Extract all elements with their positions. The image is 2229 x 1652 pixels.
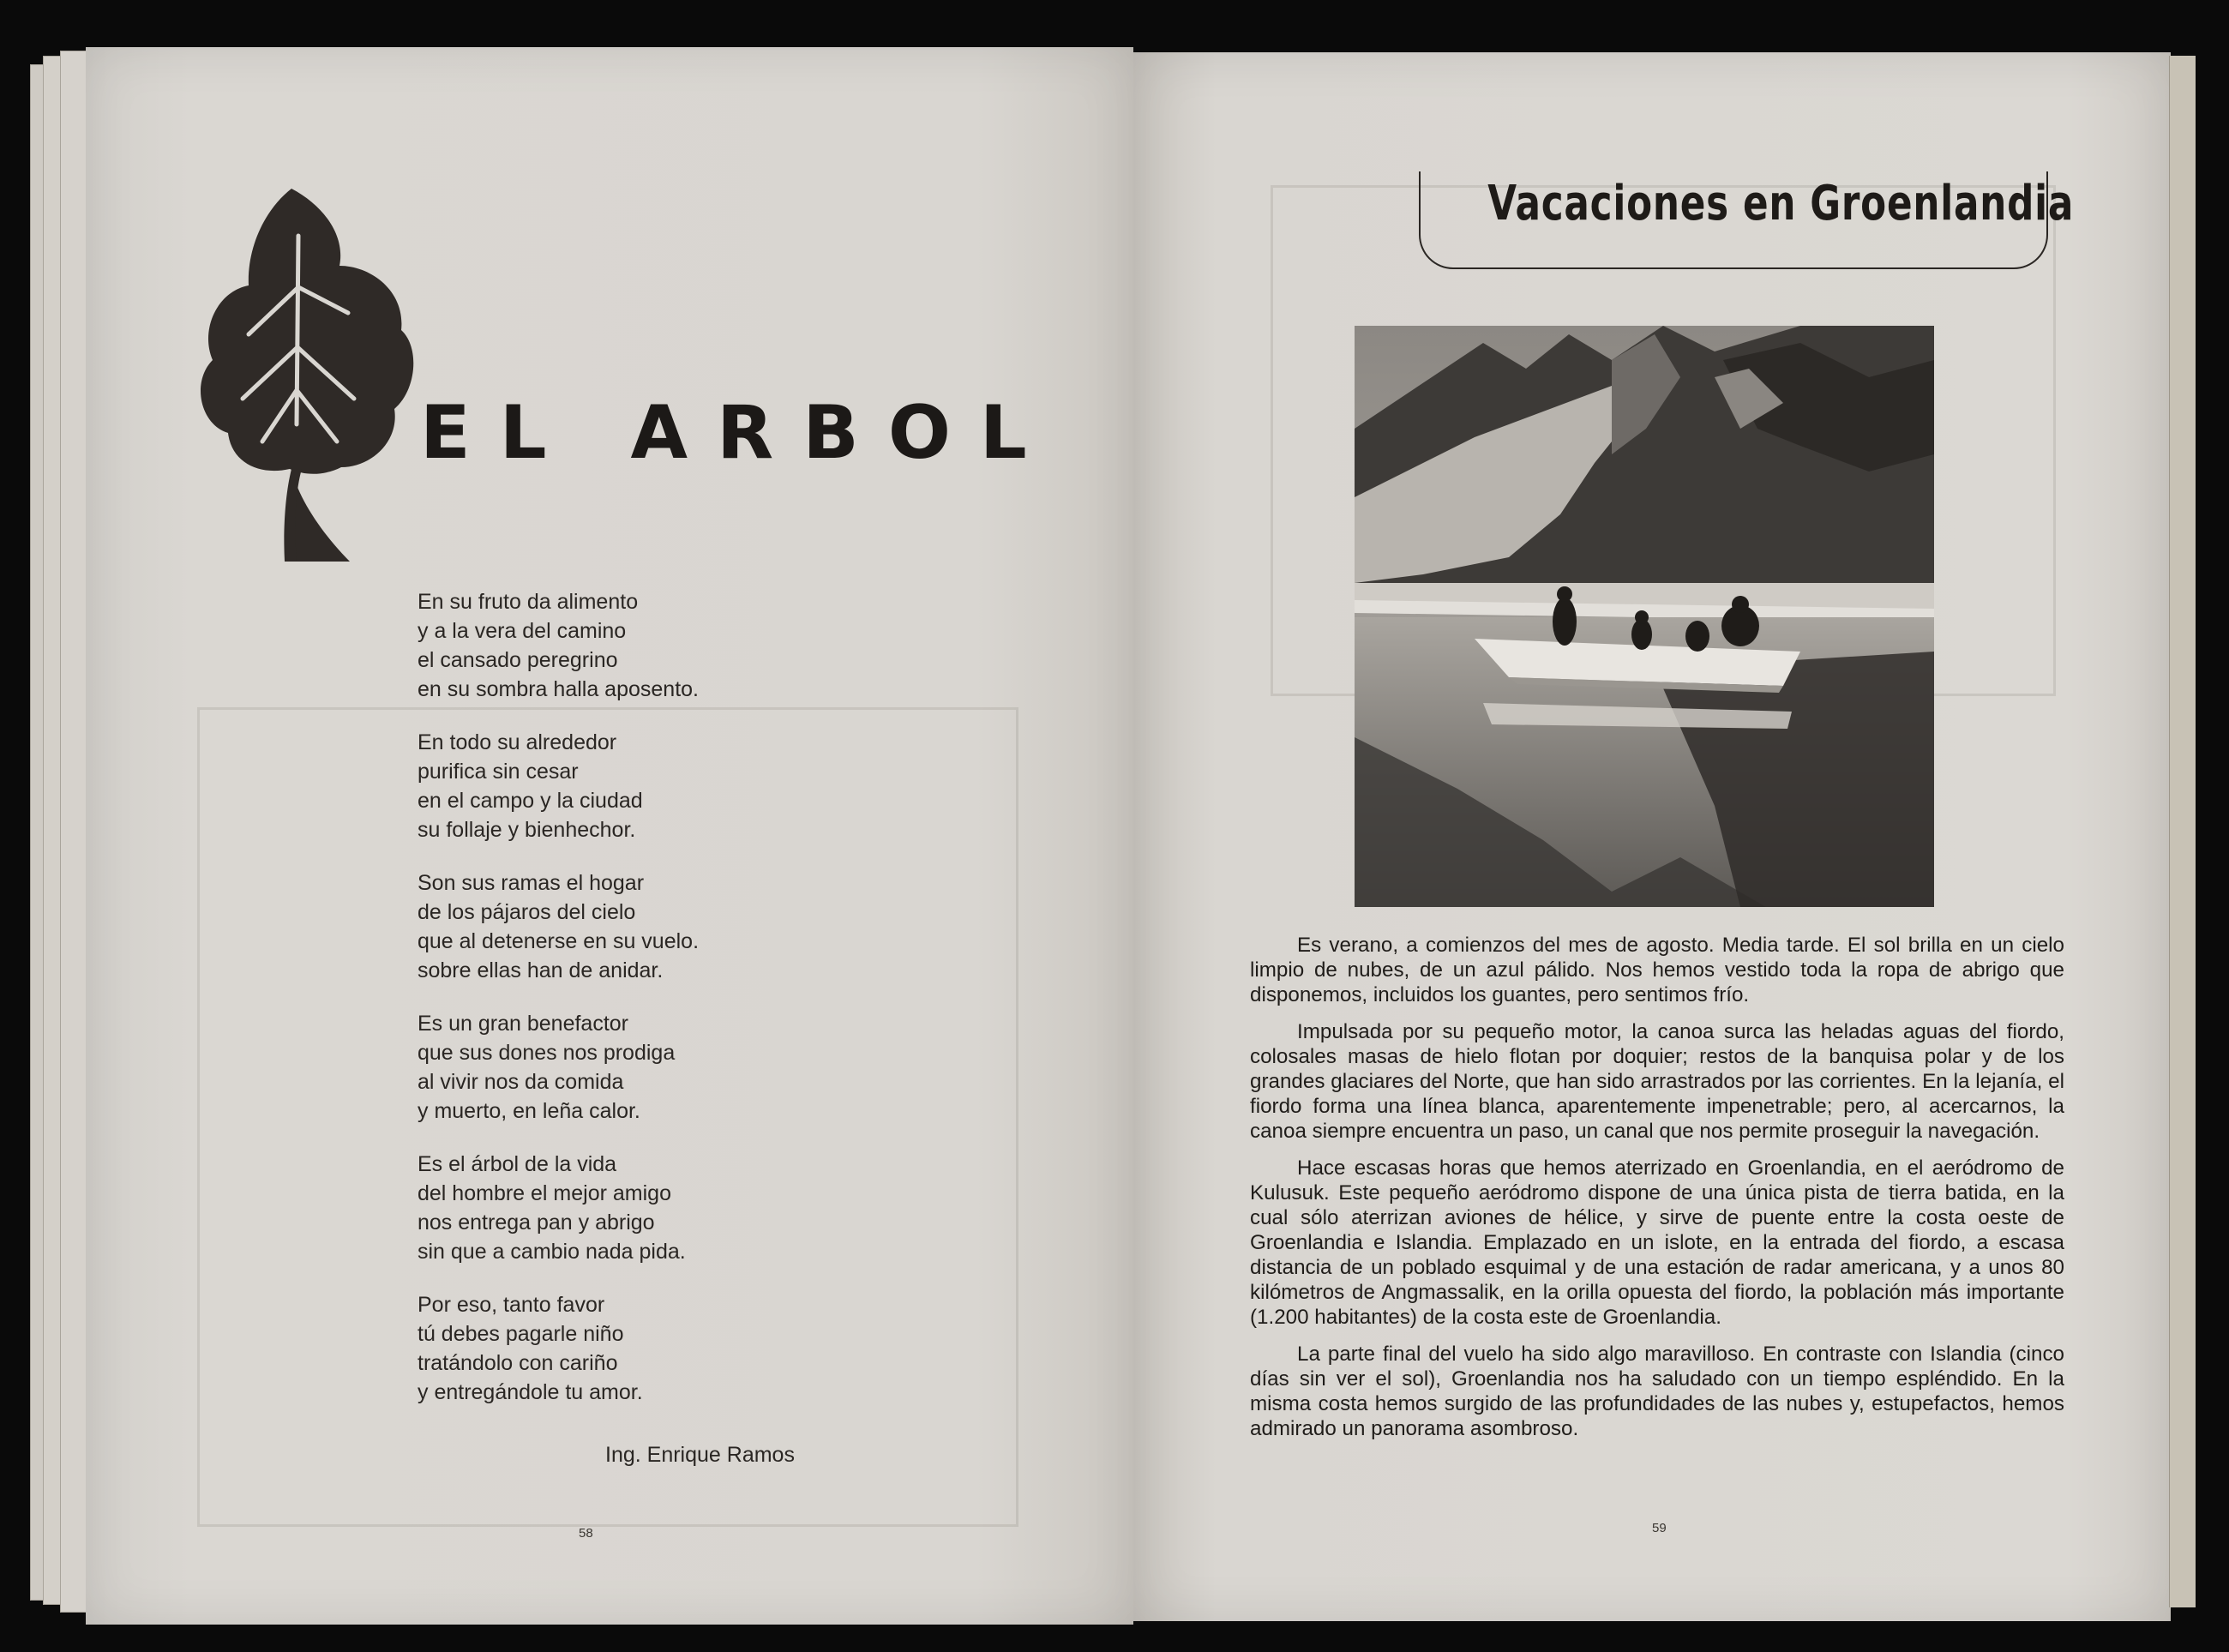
- poem-body: [418, 587, 863, 1431]
- stanza: [418, 1150, 863, 1266]
- article-paragraph: La parte final del vuelo ha sido algo maravilloso. En contraste con Islandia (cinco días sin ver el sol), Groenlandia nos ha saludado con un tiempo espléndido. En la misma costa hemos surgido de las profundidades de las nubes y, estupefactos, hemos admirado un panorama asombroso.: [1250, 1343, 2064, 1440]
- verse-line: Por eso, tanto favor: [418, 1293, 605, 1317]
- verse-line: Son sus ramas el hogar: [418, 871, 645, 895]
- verse-line: purifica sin cesar: [418, 760, 579, 784]
- verse-line: Es el árbol de la vida: [418, 1152, 617, 1176]
- page-edge-right: [2169, 56, 2196, 1607]
- verse-line: en el campo y la ciudad: [418, 789, 643, 813]
- article-paragraph: Es verano, a comienzos del mes de agosto. Media tarde. El sol brilla en un cielo limpio de nubes, de un azul pálido. Nos hemos vestido toda la ropa de abrigo que disponemos, incluidos los guantes, pero sentimos frío.: [1250, 934, 2064, 1006]
- verse-line: nos entrega pan y abrigo: [418, 1210, 655, 1234]
- verse-line: en su sombra halla aposento.: [418, 677, 699, 701]
- verse-line: y a la vera del camino: [418, 619, 627, 643]
- poem-author: Ing. Enrique Ramos: [605, 1443, 795, 1467]
- verse-line: tratándolo con cariño: [418, 1351, 618, 1375]
- stanza: [418, 868, 863, 985]
- verse-line: tú debes pagarle niño: [418, 1322, 624, 1346]
- verse-line: su follaje y bienhechor.: [418, 818, 636, 842]
- photo-illustration: [1355, 326, 1934, 907]
- verse-line: y entregándole tu amor.: [418, 1380, 643, 1404]
- stanza: [418, 1009, 863, 1126]
- verse-line: sobre ellas han de anidar.: [418, 958, 664, 982]
- verse-line: el cansado peregrino: [418, 648, 618, 672]
- verse-line: al vivir nos da comida: [418, 1070, 624, 1094]
- verse-line: sin que a cambio nada pida.: [418, 1240, 686, 1264]
- page-number-left: 58: [579, 1526, 593, 1541]
- stanza: [418, 587, 863, 704]
- poem-title: EL ARBOL: [420, 390, 1056, 476]
- verse-line: que sus dones nos prodiga: [418, 1041, 676, 1065]
- verse-line: que al detenerse en su vuelo.: [418, 929, 700, 953]
- verse-line: de los pájaros del cielo: [418, 900, 636, 924]
- article-paragraph: Hace escasas horas que hemos aterrizado en Groenlandia, en el aeródromo de Kulusuk. Este pequeño aeródromo dispone de una única pista de tierra batida, en la cual sólo aterrizan aviones de hélice, y sirve de puente entre la costa oeste de Groenlandia e Islandia. Emplazado en un islote, en la entrada del fiordo, a escasa distancia de un poblado esquimal y de una estación de radar americana, y a unos 80 kilómetros de Angmassalik, en la orilla opuesta del fiordo, la población más importante (1.200 habitantes) de la costa este de Groenlandia.: [1250, 1156, 2064, 1329]
- verse-line: y muerto, en leña calor.: [418, 1099, 640, 1123]
- verse-line: En todo su alrededor: [418, 730, 617, 754]
- stanza: [418, 1290, 863, 1407]
- article-title: Vacaciones en Groenlandia: [1487, 176, 2075, 231]
- fjord-boat-photo: [1355, 326, 1934, 907]
- verse-line: del hombre el mejor amigo: [418, 1181, 671, 1205]
- leaf-icon: [195, 184, 418, 562]
- article-paragraph: Impulsada por su pequeño motor, la canoa surca las heladas aguas del fiordo, colosales masas de hielo flotan por doquier; restos de la banquisa polar y de los grandes glaciares del Norte, que han sido arrastrados por las corrientes. En la lejanía, el fiordo forma una línea blanca, aparentemente impenetrable; pero, al acercarnos, la canoa siempre encuentra un paso, un canal que nos permite proseguir la navegación.: [1250, 1020, 2064, 1143]
- page-number-right: 59: [1652, 1521, 1667, 1535]
- article-body: [1250, 933, 2064, 1453]
- verse-line: En su fruto da alimento: [418, 590, 639, 614]
- stanza: [418, 728, 863, 844]
- verse-line: Es un gran benefactor: [418, 1012, 628, 1036]
